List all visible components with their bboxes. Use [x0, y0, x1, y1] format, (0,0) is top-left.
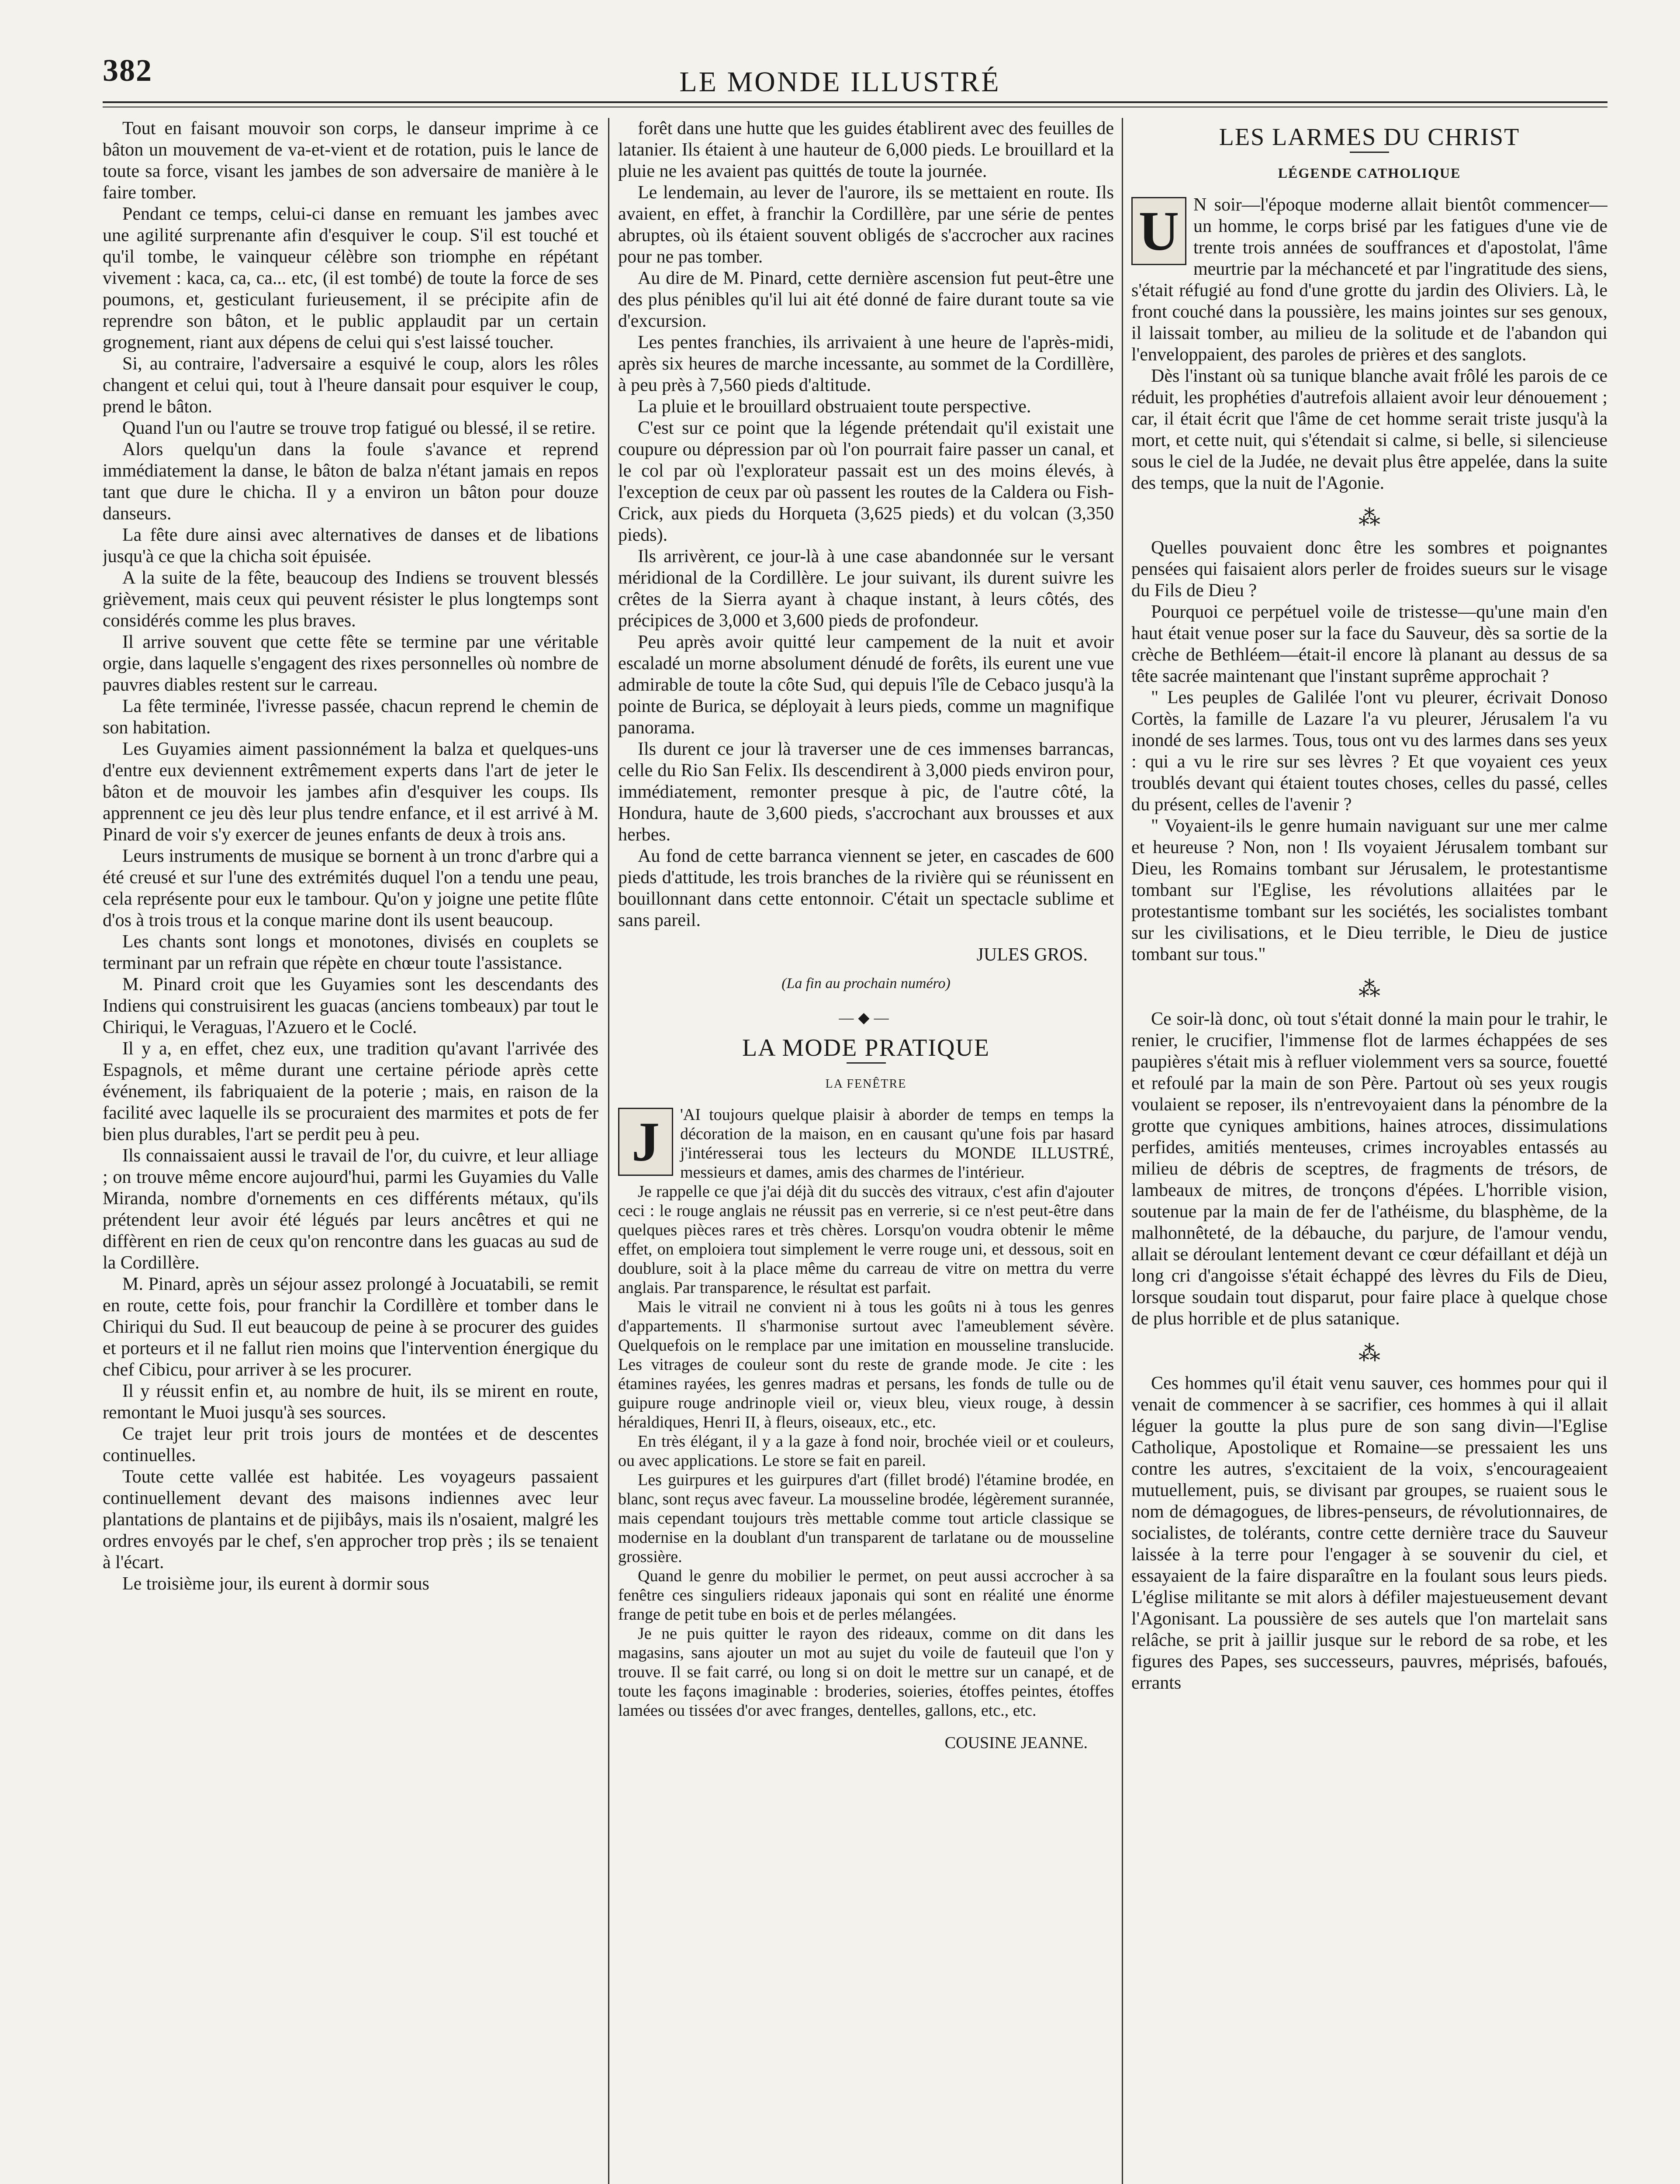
paragraph: Dès l'instant où sa tunique blanche avait frôlé les parois de ce réduit, les prophéties d'autrefois allaient avoir leur dénouement ; car, il était écrit que l'âme de cet homme serait triste jusqu'à la mort, et cette nuit, qui s'étendait si calme, si belle, si silencieuse sous le ciel de la Judée, ne devait plus être appelée, dans la suite des temps, que la nuit de l'Agonie. — [1131, 366, 1607, 493]
paragraph: Ce trajet leur prit trois jours de montées et de descentes continuelles. — [103, 1424, 598, 1465]
author-signature: COUSINE JEANNE. — [944, 1734, 1088, 1752]
paragraph: Mais le vitrail ne convient ni à tous les goûts ni à tous les genres d'appartements. Il s'harmonise surtout avec l'ameublement sévère. Quelquefois on le remplace par une imitation en mousseline translucide. Les vitrages de couleur sont du reste de grande mode. Je cite : les étamines rayées, les genres madras et persans, les fonds de tulle ou de guipure rouge andrinople vieil or, vieux bleu, vieux rouge, à dessin héraldiques, Henri II, à fleurs, oiseaux, etc., etc. — [618, 1298, 1114, 1431]
paragraph: Je rappelle ce que j'ai déjà dit du succès des vitraux, c'est afin d'ajouter ceci : le rouge anglais ne réussit pas en verrerie, si ce n'est peut-être dans quelques pièces rares et très chères. Lorsqu'on voudra obtenir le même effet, on emploiera tout simplement le verre rouge uni, et dessous, soit en doublure, soit à la place même du carreau de vitre on mettra du verre anglais. Par transparence, le résultat est parfait. — [618, 1182, 1114, 1297]
paragraph: Il y a, en effet, chez eux, une tradition qu'avant l'arrivée des Espagnols, et même durant une certaine période après cette événement, ils fabriquaient de la poterie ; mais, en raison de la facilité avec laquelle ils se procuraient des marmites et pots de fer bien plus durables, l'art se perdit peu à peu. — [103, 1039, 598, 1144]
paragraph: Toute cette vallée est habitée. Les voyageurs passaient continuellement devant des maisons indiennes avec leur plantations de plantains et de pijibâys, mais ils n'osaient, malgré les ordres envoyés par le chef, s'en approcher trop près ; ils se tenaient à l'écart. — [103, 1467, 598, 1572]
paragraph: Au fond de cette barranca viennent se jeter, en cascades de 600 pieds d'attitude, les trois branches de la rivière qui se réunissent en bouillonnant dans cette entonnoir. C'était un spectacle sublime et sans pareil. — [618, 846, 1114, 930]
paragraph: Pourquoi ce perpétuel voile de tristesse—qu'une main d'en haut était venue poser sur la face du Sauveur, dès sa sortie de la crèche de Bethléem—était-il encore là planant au dessus de sa tête sacrée maintenant que l'instant suprême approchait ? — [1131, 602, 1607, 686]
section-title-mode: LA MODE PRATIQUE — [742, 1034, 990, 1061]
paragraph: M. Pinard croit que les Guyamies sont les descendants des Indiens qui construisirent les guacas (anciens tombeaux) par tout le Chiriqui, le Veraguas, l'Azuero et le Coclé. — [103, 975, 598, 1037]
column-divider — [1122, 118, 1123, 2184]
paragraph: 'AI toujours quelque plaisir à aborder de temps en temps la décoration de la maison, en en causant qu'une fois par hasard j'intéresserai tous les lecteurs du MONDE ILLUSTRÉ, messieurs et dames, amis des charmes de l'intérieur. — [680, 1106, 1114, 1182]
paragraph: Les guirpures et les guirpures d'art (fillet brodé) l'étamine brodée, en blanc, sont reçus avec faveur. La mousseline brodée, légèrement surannée, mais cependant toujours très mettable comme tout article classique se modernise en la doublant d'un transparent de tarlatane ou de mousseline grossière. — [618, 1471, 1114, 1566]
paragraph: Les Guyamies aiment passionnément la balza et quelques-uns d'entre eux deviennent extrêmement experts dans l'art de jeter le bâton et de mouvoir les jambes afin d'esquiver les coups. Ils apprennent ce jeu dès leur plus tendre enfance, et il est arrivé à M. Pinard de voir s'y exercer de jeunes enfants de deux à trois ans. — [103, 739, 598, 845]
paragraph: Quand le genre du mobilier le permet, on peut aussi accrocher à sa fenêtre ces singuliers rideaux japonais qui sont en réalité une énorme frange de petit tube en bois et de perles mélangées. — [618, 1567, 1114, 1624]
paragraph: Le lendemain, au lever de l'aurore, ils se mettaient en route. Ils avaient, en effet, à franchir la Cordillère, par une série de pentes abruptes, où ils étaient souvent obligés de s'accrocher aux racines pour ne pas tomber. — [618, 183, 1114, 267]
paragraph: M. Pinard, après un séjour assez prolongé à Jocuatabili, se remit en route, cette fois, pour franchir la Cordillère et tomber dans le Chiriqui du Sud. Il eut beaucoup de peine à se procurer des guides et porteurs et il ne fallut rien moins que l'intervention énergique du chef Cibicu, pour arriver à se les procurer. — [103, 1274, 598, 1380]
mode-article — [618, 1105, 1114, 1752]
paragraph: La pluie et le brouillard obstruaient toute perspective. — [638, 397, 1031, 417]
page-number: 382 — [103, 53, 152, 88]
author-signature: JULES GROS. — [976, 945, 1088, 965]
paragraph: Il arrive souvent que cette fête se termine par une véritable orgie, dans laquelle s'engagent des rixes personnelles où nombre de pauvres diables restent sur le carreau. — [103, 632, 598, 695]
paragraph: Quand l'un ou l'autre se trouve trop fatigué ou blessé, il se retire. — [122, 418, 596, 438]
paragraph: C'est sur ce point que la légende prétendait qu'il existait une coupure ou dépression par où l'on pourrait faire passer un canal, et le col par où l'explorateur passait est un des moins élevés, à l'exception de ceux par où passent les routes de la Caldera ou Fish-Crick, aux pieds du Horqueta (3,625 pieds) et du volcan (3,350 pieds). — [618, 418, 1114, 545]
paragraph: Alors quelqu'un dans la foule s'avance et reprend immédiatement la danse, le bâton de balza n'étant jamais en repos tant que dure le chicha. Il y a environ un bâton pour douze danseurs. — [103, 439, 598, 524]
paragraph: N soir—l'époque moderne allait bientôt commencer—un homme, le corps brisé par les fatigues d'une vie de trente trois années de souffrances et d'apostolat, l'âme meurtrie par la méchanceté et par l'ingratitude des siens, s'était réfugié au fond d'une grotte du jardin des Oliviers. Là, le front couché dans la poussière, les mains jointes sur ses genoux, il laissait tomber, au milieu de la solitude et de l'abandon qui l'enveloppaient, des paroles de prières et des sanglots. — [1131, 195, 1607, 365]
paragraph: " Voyaient-ils le genre humain naviguant sur une mer calme et heureuse ? Non, non ! Ils voyaient Jérusalem tombant sur Dieu, les Romains tombant sur Jérusalem, le protestantisme tombant sur l'Eglise, les révolutions allaitées par le protestantisme tombant sur les sociétés, les socialistes tombant sur les civilisations, et le Dieu terrible, le Dieu de justice tombant sur tous." — [1131, 816, 1607, 964]
paragraph: Ils arrivèrent, ce jour-là à une case abandonnée sur le versant méridional de la Cordillère. Le jour suivant, ils durent suivre les crêtes de la Sierra ayant à chaque instant, à leurs côtés, des précipices de 3,000 et 3,600 pieds de profondeur. — [618, 546, 1114, 631]
section-ornament: —◆— — [839, 1010, 893, 1026]
paragraph: Le troisième jour, ils eurent à dormir sous — [122, 1574, 429, 1594]
paragraph: Les chants sont longs et monotones, divisés en couplets se terminant par un refrain que répète en chœur toute l'assistance. — [103, 932, 598, 973]
asterism-divider: ⁂ — [1359, 977, 1380, 1001]
column-2 — [618, 118, 1114, 2184]
paragraph: Peu après avoir quitté leur campement de la nuit et avoir escaladé un morne absolument dénudé de forêts, ils eurent une vue admirable de toute la côte Sud, qui depuis l'île de Cebaco jusqu'à la pointe de Burica, se déployait à leurs pieds, comme un magnifique panorama. — [618, 632, 1114, 738]
column-divider — [608, 118, 609, 2184]
paragraph: Tout en faisant mouvoir son corps, le danseur imprime à ce bâton un mouvement de va-et-vient et de rotation, puis le lance de toute sa force, visant les jambes de son adversaire de manière à le faire tomber. — [103, 118, 598, 203]
paragraph: Pendant ce temps, celui-ci danse en remuant les jambes avec une agilité surprenante afin d'esquiver le coup. S'il est touché et qu'il tombe, le vainqueur célèbre son triomphe en répétant vivement : kaca, ca, ca... etc, (il est tombé) de toute la force de ses poumons, et, gesticulant furieusement, il se précipite afin de reprendre son bâton, et le public applaudit par un certain grognement, riant aux dépens de celui qui s'est laissé toucher. — [103, 204, 598, 352]
dropcap-initial: J — [618, 1108, 673, 1176]
paragraph: A la suite de la fête, beaucoup des Indiens se trouvent blessés grièvement, mais ceux qui peuvent résister le plus longtemps sont considérés comme les plus braves. — [103, 568, 598, 631]
paragraph: " Les peuples de Galilée l'ont vu pleurer, écrivait Donoso Cortès, la famille de Lazare l'a vu pleurer, Jérusalem l'a vu inondé de ses larmes. Tous, tous ont vu des larmes dans ses yeux : qui a vu le rire sur ses lèvres ? Et que voyaient ces yeux troublés devant qui étaient toutes choses, celles du passé, celles du présent, celles de l'avenir ? — [1131, 688, 1607, 815]
paragraph: La fête terminée, l'ivresse passée, chacun reprend le chemin de son habitation. — [103, 696, 598, 738]
paragraph: Ils durent ce jour là traverser une de ces immenses barrancas, celle du Rio San Felix. Ils descendirent à 3,000 pieds environ pour, immédiatement, remonter presque à pic, de l'autre côté, la Hondura, haute de 3,600 pieds, s'accrochant aux brousses et aux herbes. — [618, 739, 1114, 845]
asterism-divider: ⁂ — [1359, 505, 1380, 530]
title-rule — [1350, 152, 1389, 153]
header-rule — [103, 101, 1607, 103]
masthead-title: LE MONDE ILLUSTRÉ — [679, 66, 1001, 98]
dropcap-initial: U — [1131, 197, 1186, 265]
section-title-larmes: LES LARMES DU CHRIST — [1219, 124, 1520, 151]
paragraph: Au dire de M. Pinard, cette dernière ascension fut peut-être une des plus pénibles qu'il lui ait été donné de faire durant toute sa vie d'excursion. — [618, 268, 1114, 331]
paragraph: Leurs instruments de musique se bornent à un tronc d'arbre qui a été creusé et sur l'une des extrémités duquel l'on a tendu une peau, cela représente pour eux le tambour. Qu'on y joigne une petite flûte d'os à trois trous et la conque marine dont ils usent beaucoup. — [103, 846, 598, 930]
paragraph: Ce soir-là donc, où tout s'était donné la main pour le trahir, le renier, le crucifier, l'immense flot de larmes échappées de ses paupières s'était mis à refluer violemment vers sa source, fouetté et refoulé par la main de son Père. Partout où ses yeux rougis voulaient se reposer, ils n'entrevoyaient dans la pénombre de la grotte que cyniques ambitions, haines atroces, dissimulations perfides, amitiés menteuses, crimes incroyables entassés au milieu de débris de sceptres, de fragments de trésors, de lambeaux de mitres, de tronçons d'épées. L'horrible vision, soutenue par la main de fer de l'athéisme, du blasphème, de la malhonnêteté, de la débauche, du parjure, de l'amour vendu, allait se déroulant lentement devant ce cœur défaillant et déjà un long cri d'angoisse s'était échappé des lèvres du Fils de Dieu, lorsque soudain tout disparut, pour faire place à quelque chose de plus horrible et de plus satanique. — [1131, 1009, 1607, 1329]
section-subtitle-legende: LÉGENDE CATHOLIQUE — [1278, 165, 1461, 181]
paragraph: Ils connaissaient aussi le travail de l'or, du cuivre, et leur alliage ; on trouve même encore aujourd'hui, parmi les Guyamies du Valle Miranda, nombre d'ornements en ces différents métaux, qu'ils prétendent leur avoir été légués par leurs ancêtres et qui ne diffèrent en rien de ceux qu'on rencontre dans les guacas au sud de la Cordillère. — [103, 1146, 598, 1273]
column-3 — [1131, 118, 1607, 2184]
section-subtitle-fenetre: LA FENÊTRE — [825, 1077, 907, 1091]
paragraph: Quelles pouvaient donc être les sombres et poignantes pensées qui faisaient alors perler de froides sueurs sur le visage du Fils de Dieu ? — [1131, 538, 1607, 601]
paragraph: forêt dans une hutte que les guides établirent avec des feuilles de latanier. Ils étaient à une hauteur de 6,000 pieds. Le brouillard et la pluie ne les avaient pas quittés de toute la journée. — [618, 118, 1114, 181]
paragraph: Je ne puis quitter le rayon des rideaux, comme on dit dans les magasins, sans ajouter un mot au sujet du voile de fauteuil que l'on y trouve. Il se fait carré, ou long si on doit le mettre sur un canapé, et de toute les façons imaginable : broderies, soieries, étoffes peintes, étoffes lamées ou tissées d'or avec franges, dentelles, gallons, etc., etc. — [618, 1624, 1114, 1720]
asterism-divider: ⁂ — [1359, 1341, 1380, 1365]
paragraph: En très élégant, il y a la gaze à fond noir, brochée vieil or et couleurs, ou avec applications. Le store se fait en pareil. — [618, 1432, 1114, 1470]
paragraph: Si, au contraire, l'adversaire a esquivé le coup, alors les rôles changent et celui qui, tout à l'heure dansait pour esquiver le coup, prend le bâton. — [103, 354, 598, 417]
title-rule — [847, 1062, 886, 1064]
paragraph: La fête dure ainsi avec alternatives de danses et de libations jusqu'à ce que la chicha soit épuisée. — [103, 525, 598, 567]
paragraph: Ces hommes qu'il était venu sauver, ces hommes pour qui il venait de commencer à se sacrifier, ces hommes à qui il allait léguer la goutte la plus pure de son sang divin—l'Eglise Catholique, Apostolique et Romaine—se pressaient les uns contre les autres, s'excitaient de la voix, s'encourageaient mutuellement, puis, se divisant par groupes, se ruaient sous le nom de démagogues, de libres-penseurs, de révolutionnaires, de socialistes, de tolérants, contre cette dernière trace du Sauveur laissée à la terre pour l'engager à se souvenir du ciel, et essayaient de la faire disparaître en la foulant sous leurs pieds. L'église militante se mit alors à défiler majestueusement devant l'Agonisant. La poussière de ses autels que l'on martelait sans relâche, se prit à jaillir jusque sur le rebord de sa robe, et les figures des Papes, ses successeurs, pauvres, méprisés, bafoués, errants — [1131, 1373, 1607, 1693]
column-1 — [103, 118, 598, 2184]
paragraph: Les pentes franchies, ils arrivaient à une heure de l'après-midi, après six heures de marche incessante, au sommet de la Cordillère, à peu près à 7,560 pieds d'altitude. — [618, 332, 1114, 395]
continued-note: (La fin au prochain numéro) — [781, 975, 951, 992]
paragraph: Il y réussit enfin et, au nombre de huit, ils se mirent en route, remontant le Muoi jusqu'à ses sources. — [103, 1381, 598, 1423]
